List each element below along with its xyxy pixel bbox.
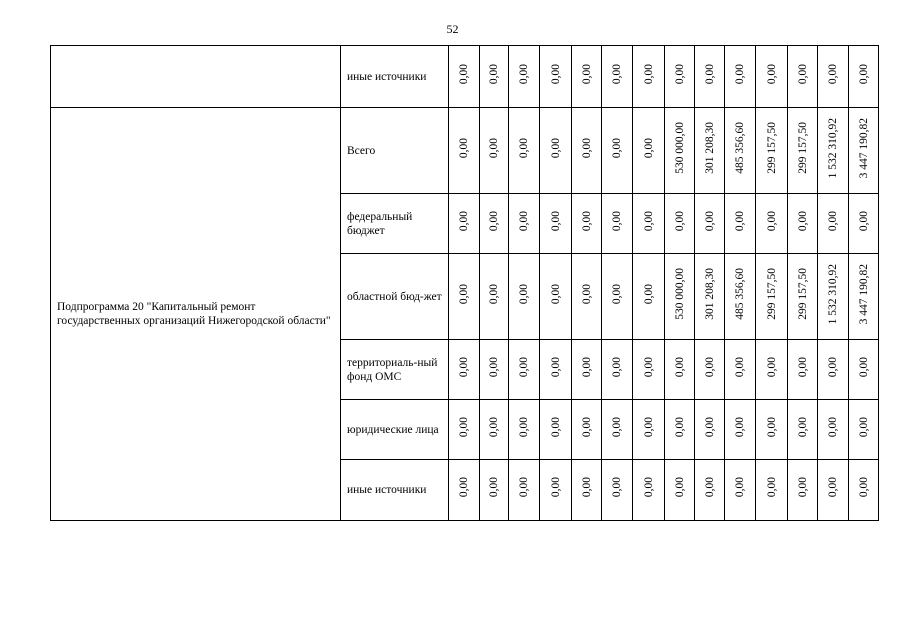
value-cell xyxy=(509,194,540,254)
value-cell xyxy=(695,340,725,400)
value-text: 0,00 xyxy=(458,137,470,159)
value-text: 0,00 xyxy=(611,356,623,378)
value-cell xyxy=(695,400,725,460)
value-text: 0,00 xyxy=(549,356,562,378)
value-text: 1 532 310,92 xyxy=(827,263,839,325)
value-text: 0,00 xyxy=(488,210,500,232)
value-text: 0,00 xyxy=(673,416,686,438)
value-text: 0,00 xyxy=(673,356,686,378)
value-text: 0,00 xyxy=(827,210,839,232)
value-cell xyxy=(818,194,849,254)
value-text: 299 157,50 xyxy=(765,122,778,174)
value-text: 0,00 xyxy=(488,283,500,305)
value-cell xyxy=(818,340,849,400)
value-text: 0,00 xyxy=(673,63,686,85)
value-text: 0,00 xyxy=(827,416,839,438)
value-cell xyxy=(818,46,849,108)
value-cell xyxy=(633,340,665,400)
value-cell xyxy=(665,194,695,254)
value-cell xyxy=(480,194,509,254)
empty-program-cell xyxy=(51,46,341,108)
value-cell xyxy=(756,460,788,521)
funding-table xyxy=(50,45,879,521)
value-cell xyxy=(540,400,572,460)
value-cell xyxy=(633,254,665,340)
value-text: 0,00 xyxy=(827,63,839,85)
value-text: 0,00 xyxy=(611,210,623,232)
value-cell xyxy=(725,194,756,254)
value-text: 0,00 xyxy=(642,63,655,85)
value-text: 0,00 xyxy=(734,477,746,498)
value-text: 0,00 xyxy=(611,477,623,498)
value-text: 0,00 xyxy=(734,356,746,378)
subprogram-title: Подпрограмма 20 "Капитальный ремонт государственных организаций Нижегородской области" xyxy=(51,108,341,521)
value-text: 0,00 xyxy=(703,477,716,498)
value-cell xyxy=(788,194,818,254)
value-cell xyxy=(633,400,665,460)
value-text: 0,00 xyxy=(796,356,809,378)
value-text: 0,00 xyxy=(458,63,470,85)
value-text: 0,00 xyxy=(458,356,470,378)
value-text: 0,00 xyxy=(458,210,470,232)
value-cell xyxy=(756,340,788,400)
value-cell xyxy=(818,460,849,521)
value-cell xyxy=(602,194,633,254)
value-cell xyxy=(725,340,756,400)
value-cell xyxy=(818,254,849,340)
value-cell xyxy=(540,46,572,108)
value-cell xyxy=(725,460,756,521)
value-cell xyxy=(849,194,879,254)
value-cell xyxy=(665,46,695,108)
value-cell xyxy=(695,108,725,194)
value-text: 0,00 xyxy=(580,416,593,438)
value-cell xyxy=(788,400,818,460)
value-cell xyxy=(540,340,572,400)
value-text: 0,00 xyxy=(611,137,623,159)
value-cell xyxy=(449,254,480,340)
value-text: 485 356,60 xyxy=(734,268,746,320)
value-cell xyxy=(756,400,788,460)
value-cell xyxy=(572,460,602,521)
value-text: 485 356,60 xyxy=(734,122,746,174)
value-text: 0,00 xyxy=(857,356,870,378)
value-text: 0,00 xyxy=(765,477,778,498)
value-text: 0,00 xyxy=(857,416,870,438)
value-text: 0,00 xyxy=(765,356,778,378)
value-text: 0,00 xyxy=(580,356,593,378)
value-text: 0,00 xyxy=(580,63,593,85)
value-text: 0,00 xyxy=(642,137,655,159)
value-text: 0,00 xyxy=(703,63,716,85)
value-cell xyxy=(633,194,665,254)
value-cell xyxy=(572,108,602,194)
value-text: 0,00 xyxy=(642,283,655,305)
value-cell xyxy=(480,254,509,340)
value-cell xyxy=(725,254,756,340)
value-text: 0,00 xyxy=(827,477,839,498)
value-cell xyxy=(602,460,633,521)
value-text: 0,00 xyxy=(549,283,562,305)
value-text: 0,00 xyxy=(580,210,593,232)
value-cell xyxy=(665,400,695,460)
value-cell xyxy=(849,340,879,400)
source-label: юридические лица xyxy=(341,400,449,460)
value-text: 530 000,00 xyxy=(673,122,686,174)
value-cell xyxy=(788,340,818,400)
value-cell xyxy=(449,46,480,108)
value-text: 0,00 xyxy=(518,63,530,85)
source-label: иные источники xyxy=(341,460,449,521)
value-cell xyxy=(480,46,509,108)
value-text: 0,00 xyxy=(734,63,746,85)
value-text: 0,00 xyxy=(611,416,623,438)
value-cell xyxy=(695,194,725,254)
value-text: 0,00 xyxy=(765,416,778,438)
value-text: 0,00 xyxy=(518,210,530,232)
value-cell xyxy=(633,108,665,194)
value-text: 0,00 xyxy=(703,356,716,378)
value-cell xyxy=(602,340,633,400)
value-text: 0,00 xyxy=(765,210,778,232)
value-cell xyxy=(695,254,725,340)
value-text: 301 208,30 xyxy=(703,268,716,320)
value-cell xyxy=(849,254,879,340)
value-text: 299 157,50 xyxy=(796,268,809,320)
value-text: 0,00 xyxy=(796,210,809,232)
value-cell xyxy=(788,254,818,340)
value-cell xyxy=(849,400,879,460)
value-text: 0,00 xyxy=(549,137,562,159)
value-text: 0,00 xyxy=(580,283,593,305)
value-text: 0,00 xyxy=(796,416,809,438)
value-text: 0,00 xyxy=(673,477,686,498)
value-cell xyxy=(633,460,665,521)
value-cell xyxy=(480,460,509,521)
value-cell xyxy=(756,194,788,254)
page-number: 52 xyxy=(446,22,459,36)
value-cell xyxy=(633,46,665,108)
value-text: 0,00 xyxy=(549,63,562,85)
value-text: 0,00 xyxy=(734,416,746,438)
value-text: 0,00 xyxy=(488,416,500,438)
value-text: 0,00 xyxy=(580,137,593,159)
value-text: 1 532 310,92 xyxy=(827,117,839,179)
value-cell xyxy=(449,400,480,460)
value-text: 0,00 xyxy=(518,283,530,305)
table-row xyxy=(51,108,879,194)
value-cell xyxy=(509,46,540,108)
value-text: 0,00 xyxy=(580,477,593,498)
value-cell xyxy=(818,108,849,194)
value-text: 0,00 xyxy=(673,210,686,232)
value-text: 0,00 xyxy=(518,416,530,438)
value-cell xyxy=(602,254,633,340)
value-text: 0,00 xyxy=(642,356,655,378)
value-text: 3 447 190,82 xyxy=(857,263,870,325)
value-cell xyxy=(602,400,633,460)
value-cell xyxy=(725,46,756,108)
value-cell xyxy=(449,108,480,194)
value-text: 0,00 xyxy=(765,63,778,85)
value-text: 0,00 xyxy=(857,210,870,232)
value-text: 0,00 xyxy=(642,416,655,438)
value-cell xyxy=(540,254,572,340)
value-cell xyxy=(480,108,509,194)
value-text: 0,00 xyxy=(518,356,530,378)
value-text: 0,00 xyxy=(734,210,746,232)
value-text: 0,00 xyxy=(549,210,562,232)
value-cell xyxy=(509,340,540,400)
value-cell xyxy=(572,254,602,340)
value-cell xyxy=(788,108,818,194)
value-cell xyxy=(756,108,788,194)
value-text: 0,00 xyxy=(458,416,470,438)
value-text: 299 157,50 xyxy=(765,268,778,320)
value-text: 0,00 xyxy=(857,63,870,85)
value-cell xyxy=(449,340,480,400)
value-cell xyxy=(665,254,695,340)
value-cell xyxy=(572,400,602,460)
value-text: 0,00 xyxy=(703,210,716,232)
value-cell xyxy=(756,254,788,340)
value-text: 0,00 xyxy=(549,477,562,498)
source-label: федеральный бюджет xyxy=(341,194,449,254)
value-cell xyxy=(849,460,879,521)
value-text: 0,00 xyxy=(703,416,716,438)
value-cell xyxy=(449,194,480,254)
value-cell xyxy=(725,400,756,460)
value-text: 0,00 xyxy=(518,477,530,498)
value-cell xyxy=(665,340,695,400)
value-cell xyxy=(540,108,572,194)
value-text: 0,00 xyxy=(642,477,655,498)
value-cell xyxy=(665,460,695,521)
value-text: 0,00 xyxy=(488,137,500,159)
value-cell xyxy=(540,460,572,521)
value-cell xyxy=(818,400,849,460)
value-text: 0,00 xyxy=(549,416,562,438)
value-text: 301 208,30 xyxy=(703,122,716,174)
value-cell xyxy=(480,340,509,400)
value-cell xyxy=(509,254,540,340)
value-text: 0,00 xyxy=(796,477,809,498)
value-cell xyxy=(602,46,633,108)
value-cell xyxy=(449,460,480,521)
source-label: областной бюд-жет xyxy=(341,254,449,340)
value-cell xyxy=(509,108,540,194)
value-text: 0,00 xyxy=(857,477,870,498)
value-cell xyxy=(509,460,540,521)
value-text: 0,00 xyxy=(488,356,500,378)
value-cell xyxy=(572,340,602,400)
value-cell xyxy=(695,460,725,521)
value-cell xyxy=(540,194,572,254)
value-cell xyxy=(695,46,725,108)
source-label: территориаль-ный фонд ОМС xyxy=(341,340,449,400)
value-cell xyxy=(788,46,818,108)
value-text: 530 000,00 xyxy=(673,268,686,320)
source-label: Всего xyxy=(341,108,449,194)
value-text: 0,00 xyxy=(488,477,500,498)
value-text: 3 447 190,82 xyxy=(857,117,870,179)
value-text: 0,00 xyxy=(642,210,655,232)
value-text: 0,00 xyxy=(611,283,623,305)
value-cell xyxy=(572,194,602,254)
value-cell xyxy=(602,108,633,194)
value-cell xyxy=(788,460,818,521)
value-text: 0,00 xyxy=(796,63,809,85)
table-row xyxy=(51,46,879,108)
value-cell xyxy=(849,108,879,194)
value-cell xyxy=(665,108,695,194)
value-cell xyxy=(509,400,540,460)
value-text: 299 157,50 xyxy=(796,122,809,174)
value-text: 0,00 xyxy=(458,283,470,305)
value-cell xyxy=(480,400,509,460)
value-text: 0,00 xyxy=(518,137,530,159)
value-text: 0,00 xyxy=(458,477,470,498)
value-cell xyxy=(572,46,602,108)
value-text: 0,00 xyxy=(611,63,623,85)
value-cell xyxy=(756,46,788,108)
value-cell xyxy=(849,46,879,108)
value-text: 0,00 xyxy=(488,63,500,85)
value-text: 0,00 xyxy=(827,356,839,378)
value-cell xyxy=(725,108,756,194)
source-label: иные источники xyxy=(341,46,449,108)
